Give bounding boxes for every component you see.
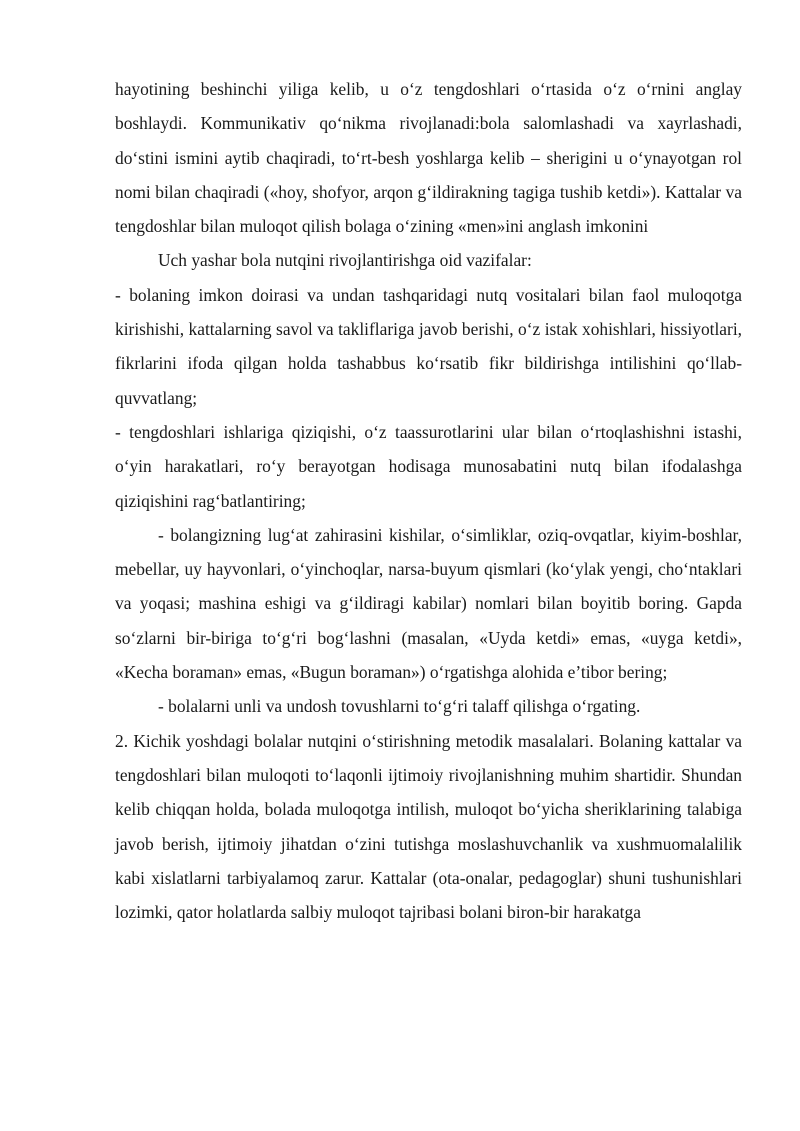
paragraph-tasks-heading: Uch yashar bola nutqini rivojlantirishga oid vazifalar:: [158, 250, 532, 271]
paragraph-task-communication: - bolaning imkon doirasi va undan tashqaridagi nutq vositalari bilan faol muloqotga kirishishi, kattalarning savol va takliflariga javob berishi, o‘z istak xohishlari, hissiyotlari, fikrlarini ifoda qilgan holda tashabbus ko‘rsatib fikr bildirishga intilishini qo‘llab-quvvatlang;: [115, 284, 742, 408]
paragraph-intro-continuation: hayotining beshinchi yiliga kelib, u o‘z tengdoshlari o‘rtasida o‘z o‘rnini anglay boshlaydi. Kommunikativ qo‘nikma rivojlanadi:bola salomlashadi va xayrlashadi, do‘stini ismini aytib chaqiradi, to‘rt-besh yoshlarga kelib – sherigini u o‘ynayotgan rol nomi bilan chaqiradi («hoy, shofyor, arqon g‘ildirakning tagiga tushib ketdi»). Kattalar va tengdoshlar bilan muloqot qilish bolaga o‘zining «men»ini anglash imkonini: [115, 79, 742, 237]
paragraph-task-peers: - tengdoshlari ishlariga qiziqishi, o‘z taassurotlarini ular bilan o‘rtoqlashishni istashi, o‘yin harakatlari, ro‘y berayotgan hodisaga munosabatini nutq bilan ifodalashga qiziqishini rag‘batlantiring;: [115, 421, 742, 511]
paragraph-section-2: 2. Kichik yoshdagi bolalar nutqini o‘stirishning metodik masalalari. Bolaning kattalar va tengdoshlari bilan muloqoti to‘laqonli ijtimoiy rivojlanishning muhim shartidir. Shundan kelib chiqqan holda, bolada muloqotga intilish, muloqot bo‘yicha sheriklarining talabiga javob berish, ijtimoiy jihatdan o‘zini tutishga moslashuvchanlik va xushmuomalalilik kabi xislatlarni tarbiyalamoq zarur. Kattalar (ota-onalar, pedagoglar) shuni tushunishlari lozimki, qator holatlarda salbiy muloqot tajribasi bolani biron-bir harakatga: [115, 730, 742, 923]
document-page: [115, 72, 742, 929]
paragraph-task-vocabulary: - bolangizning lug‘at zahirasini kishilar, o‘simliklar, oziq-ovqatlar, kiyim-boshlar, mebellar, uy hayvonlari, o‘yinchoqlar, narsa-buyum qismlari (ko‘ylak yengi, cho‘ntaklari va yoqasi; mashina eshigi va g‘ildiragi kabilar) nomlari bilan boyitib boring. Gapda so‘zlarni bir-biriga to‘g‘ri bog‘lashni (masalan, «Uyda ketdi» emas, «uyga ketdi», «Kecha boraman» emas, «Bugun boraman») o‘rgatishga alohida e’tibor bering;: [115, 524, 742, 683]
paragraph-task-pronunciation: - bolalarni unli va undosh tovushlarni to‘g‘ri talaff qilishga o‘rgating.: [158, 696, 641, 717]
